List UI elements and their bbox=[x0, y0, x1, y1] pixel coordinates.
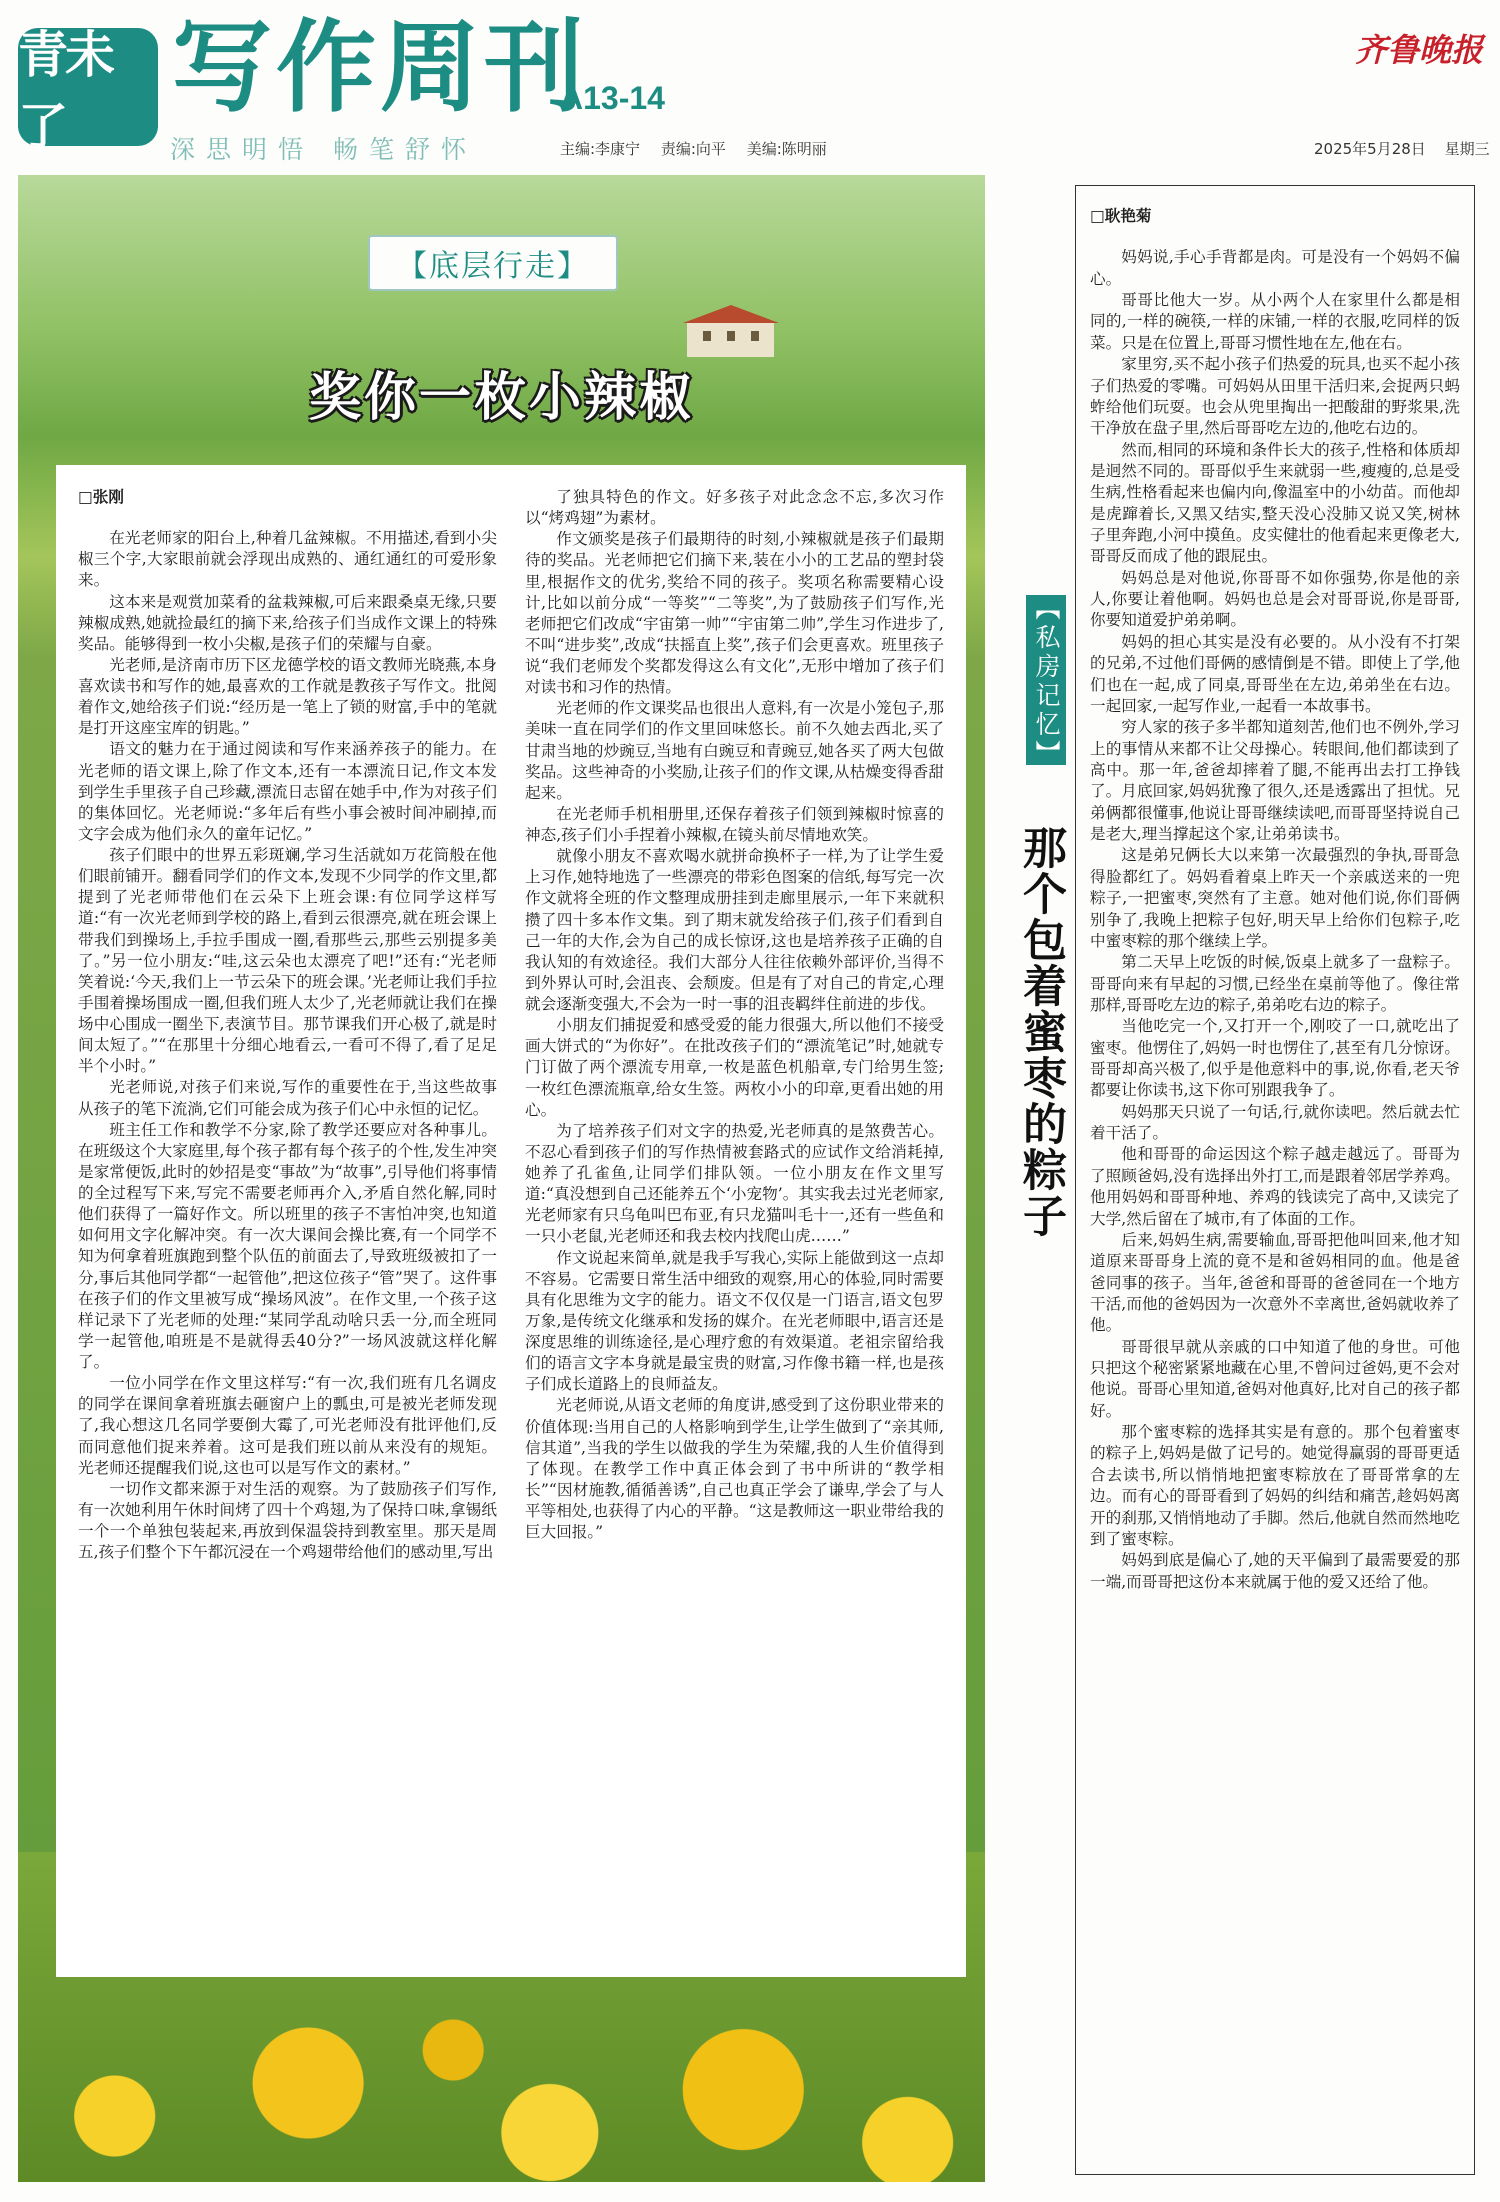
paragraph: 哥哥很早就从亲戚的口中知道了他的身世。可他只把这个秘密紧紧地藏在心里,不曾问过爸妈,更不会对他说。哥哥心里知道,爸妈对他真好,比对自己的孩子都好。 bbox=[1090, 1337, 1460, 1420]
side-headline: 那个包着蜜枣的粽子 bbox=[1015, 825, 1066, 1239]
side-story bbox=[1000, 175, 1482, 2182]
article-column-1 bbox=[78, 487, 497, 1955]
paragraph: 在光老师家的阳台上,种着几盆辣椒。不用描述,看到小尖椒三个字,大家眼前就会浮现出成熟的、通红通红的可爱形象来。 bbox=[78, 529, 497, 590]
paragraph: 小朋友们捕捉爱和感受爱的能力很强大,所以他们不接受画大饼式的“为你好”。在批改孩子们的“漂流笔记”时,她就专门订做了两个漂流专用章,一枚是蓝色机船章,专门给男生签;一枚红色漂流瓶章,给女生签。两枚小小的印章,更看出她的用心。 bbox=[525, 1016, 944, 1119]
paragraph: 妈妈到底是偏心了,她的天平偏到了最需要爱的那一端,而哥哥把这份本来就属于他的爱又还给了他。 bbox=[1090, 1551, 1460, 1591]
paragraph: 妈妈说,手心手背都是肉。可是没有一个妈妈不偏心。 bbox=[1090, 248, 1460, 288]
paragraph: 这本来是观赏加菜肴的盆栽辣椒,可后来跟桑桌无缘,只要辣椒成熟,她就捡最红的摘下来,给孩子们当成作文课上的特殊奖品。能够得到一枚小尖椒,是孩子们的荣耀与自豪。 bbox=[78, 592, 497, 653]
paragraph: 语文的魅力在于通过阅读和写作来涵养孩子的能力。在光老师的语文课上,除了作文本,还有一本漂流日记,作文本发到学生手里孩子自己珍藏,漂流日志留在她手中,作为对孩子们的集体回忆。光老师说:“多年后有些小事会被时间冲刷掉,而文字会成为他们永久的童年记忆。” bbox=[78, 740, 497, 843]
paragraph: 作文颁奖是孩子们最期待的时刻,小辣椒就是孩子们最期待的奖品。光老师把它们摘下来,装在小小的工艺品的塑封袋里,根据作文的优劣,奖给不同的孩子。奖项名称需要精心设计,比如以前分成“一等奖”“二等奖”,为了鼓励孩子们写作,光老师把它们改成“宇宙第一帅”“宇宙第二帅”,学生习作进步了,不叫“进步奖”,改成“扶摇直上奖”,孩子们会更喜欢。班里孩子说“我们老师发个奖都发得这么有文化”,无形中增加了孩子们对读书和习作的热情。 bbox=[525, 530, 944, 697]
masthead bbox=[0, 0, 1500, 165]
paragraph: 然而,相同的环境和条件长大的孩子,性格和体质却是迥然不同的。哥哥似乎生来就弱一些,瘦瘦的,总是受生病,性格看起来也偏内向,像温室中的小幼苗。而他却是虎蹿着长,又黑又结实,整天没心没肺又说又笑,树林子里奔跑,小河中摸鱼。皮实健壮的他看起来更像老大,哥哥反而成了他的跟屁虫。 bbox=[1090, 440, 1460, 566]
date: 2025年5月28日 bbox=[1314, 140, 1426, 158]
paragraph: 光老师说,从语文老师的角度讲,感受到了这份职业带来的价值体现:当用自己的人格影响到学生,让学生做到了“亲其师,信其道”,当我的学生以做我的学生为荣耀,我的人生价值得到了体现。在教学工作中真正体会到了书中所讲的“教学相长”“因材施教,循循善诱”,自己也真正学会了谦卑,学会了与人平等相处,也获得了内心的平静。“这是教师这一职业带给我的巨大回报。” bbox=[525, 1396, 944, 1542]
slogan: 深思明悟 畅笔舒怀 bbox=[170, 135, 477, 164]
paragraph: 班主任工作和教学不分家,除了教学还要应对各种事儿。在班级这个大家庭里,每个孩子都有每个孩子的个性,发生冲突是家常便饭,此时的妙招是变“事故”为“故事”,引导他们将事情的全过程写下来,写完不需要老师再介入,矛盾自然化解,同时他们获得了一篇好作文。所以班里的孩子不害怕冲突,也知道如何用文字化解冲突。有一次大课间会操比赛,有一个同学不知为何拿着班旗跑到整个队伍的前面去了,导致班级被扣了一分,事后其他同学都“一起管他”,把这位孩子“管”哭了。这件事在孩子们的作文里被写成“操场风波”。在作文里,一个孩子这样记录下了光老师的处理:“某同学乱动啥只丢一分,而全班同学一起管他,咱班是不是就得丢40分?”一场风波就这样化解了。 bbox=[78, 1120, 497, 1371]
newspaper-logo: 齐鲁晚报 bbox=[1355, 31, 1484, 69]
paragraph: 他和哥哥的命运因这个粽子越走越远了。哥哥为了照顾爸妈,没有选择出外打工,而是跟着邻居学养鸡。他用妈妈和哥哥种地、养鸡的钱读完了高中,又读完了大学,然后留在了城市,有了体面的工作。 bbox=[1090, 1145, 1460, 1228]
editor-credits bbox=[560, 138, 843, 159]
paragraph: 当他吃完一个,又打开一个,刚咬了一口,就吃出了蜜枣。他愣住了,妈妈一时也愣住了,甚至有几分惊讶。哥哥却高兴极了,似乎是他意料中的事,说,你看,老天爷都要让你读书,这下你可别跟我争了。 bbox=[1090, 1017, 1460, 1100]
headline: 奖你一枚小辣椒 bbox=[308, 368, 694, 428]
feature-article bbox=[18, 175, 985, 2182]
side-column-tag: 【私房记忆】 bbox=[1026, 595, 1066, 765]
logo bbox=[18, 25, 158, 156]
paragraph: 作文说起来简单,就是我手写我心,实际上能做到这一点却不容易。它需要日常生活中细致的观察,用心的体验,同时需要具有化思维为文字的能力。语文不仅仅是一门语言,语文包罗万象,是传统文化继承和发扬的媒介。在光老师眼中,语言还是深度思维的训练途径,是心理疗愈的有效渠道。老祖宗留给我们的语言文字本身就是最宝贵的财富,习作像书籍一样,也是孩子们成长道路上的良师益友。 bbox=[525, 1248, 944, 1394]
paragraph: 孩子们眼中的世界五彩斑斓,学习生活就如万花筒般在他们眼前铺开。翻看同学们的作文本,发现不少同学的作文里,都提到了光老师带他们在云朵下上班会课:有位同学这样写道:“有一次光老师到学校的路上,看到云很漂亮,就在班会课上带我们到操场上,手拉手围成一圈,看那些云,那些云别提多美了。”另一位小朋友:“哇,这云朵也太漂亮了吧!”还有:“光老师笑着说:‘今天,我们上一节云朵下的班会课。’光老师让我们手拉手围着操场围成一圈,但我们班人太少了,光老师就让我们在操场中心围成一圈坐下,表演节目。那节课我们开心极了,就是时间太短了。”“在那里十分细心地看云,一看可不得了,看了足足半个小时。” bbox=[78, 846, 497, 1076]
byline: □张刚 bbox=[78, 488, 124, 506]
article-body bbox=[56, 465, 966, 1977]
paragraph: 一位小同学在作文里这样写:“有一次,我们班有几名调皮的同学在课间拿着班旗去砸窗户上的瓢虫,可是被光老师发现了,我心想这几名同学要倒大霉了,可光老师没有批评他们,反而同意他们捉来养着。这可是我们班以前从来没有的规矩。光老师还提醒我们说,这也可以是写作文的素材。” bbox=[78, 1374, 497, 1477]
article-column-2 bbox=[525, 487, 944, 1955]
duty-editor: 责编:向平 bbox=[660, 140, 726, 158]
side-story-body bbox=[1090, 206, 1460, 2164]
paragraph: 光老师说,对孩子们来说,写作的重要性在于,当这些故事从孩子的笔下流淌,它们可能会成为孩子们心中永恒的记忆。 bbox=[78, 1078, 497, 1118]
paragraph: 家里穷,买不起小孩子们热爱的玩具,也买不起小孩子们热爱的零嘴。可妈妈从田里干活归来,会捉两只蚂蚱给他们玩耍。也会从兜里掏出一把酸甜的野浆果,洗干净放在盘子里,然后哥哥吃左边的,他吃右边的。 bbox=[1090, 355, 1460, 438]
side-byline: □耿艳菊 bbox=[1090, 207, 1152, 225]
paragraph: 后来,妈妈生病,需要输血,哥哥把他叫回来,他才知道原来哥哥身上流的竟不是和爸妈相同的血。他是爸爸同事的孩子。当年,爸爸和哥哥的爸爸同在一个地方干活,而他的爸妈因为一次意外不幸离世,爸妈就收养了他。 bbox=[1090, 1230, 1460, 1335]
logo-text: 青未了 bbox=[18, 25, 112, 156]
chief-editor: 主编:李康宁 bbox=[560, 140, 641, 158]
paragraph: 妈妈那天只说了一句话,行,就你读吧。然后就去忙着干活了。 bbox=[1090, 1102, 1460, 1143]
page-title: 写作周刊 bbox=[172, 9, 588, 126]
page-code: A13-14 bbox=[560, 80, 665, 116]
paragraph: 那个蜜枣粽的选择其实是有意的。那个包着蜜枣的粽子上,妈妈是做了记号的。她觉得赢弱的哥哥更适合去读书,所以悄悄地把蜜枣粽放在了哥哥常拿的左边。而有心的哥哥看到了妈妈的纠结和痛苦,趁妈妈离开的刹那,又悄悄地动了手脚。然后,他就自然而然地吃到了蜜枣粽。 bbox=[1090, 1423, 1460, 1548]
paragraph: 第二天早上吃饭的时候,饭桌上就多了一盘粽子。哥哥向来有早起的习惯,已经坐在桌前等他了。像往常那样,哥哥吃左边的粽子,弟弟吃右边的粽子。 bbox=[1090, 953, 1460, 1014]
paragraph: 为了培养孩子们对文字的热爱,光老师真的是煞费苦心。不忍心看到孩子们的写作热情被套路式的应试作文给消耗掉,她养了孔雀鱼,让同学们排队领。一位小朋友在作文里写道:“真没想到自己还能养五个‘小宠物’。其实我去过光老师家,光老师家有只乌龟叫巴布亚,有只龙猫叫毛十一,还有一些鱼和一只小老鼠,光老师还和我去校内找爬山虎……” bbox=[525, 1121, 944, 1246]
paragraph: 妈妈的担心其实是没有必要的。从小没有不打架的兄弟,不过他们哥俩的感情倒是不错。即使上了学,他们也在一起,成了同桌,哥哥坐在左边,弟弟坐在右边。一起回家,一起写作业,一起看一本故事书。 bbox=[1090, 632, 1460, 715]
paragraph: 光老师,是济南市历下区龙德学校的语文教师光晓燕,本身喜欢读书和写作的她,最喜欢的工作就是教孩子写作文。批阅着作文,她给孩子们说:“经历是一笔上了锁的财富,手中的笔就是打开这座宝库的钥匙。” bbox=[78, 655, 497, 738]
paragraph: 妈妈总是对他说,你哥哥不如你强势,你是他的亲人,你要让着他啊。妈妈也总是会对哥哥说,你是哥哥,你要知道爱护弟弟啊。 bbox=[1090, 568, 1460, 630]
art-editor: 美编:陈明丽 bbox=[746, 140, 827, 158]
side-story-box bbox=[1075, 185, 1475, 2175]
issue-date bbox=[1300, 138, 1490, 159]
paragraph: 穷人家的孩子多半都知道刻苦,他们也不例外,学习上的事情从来都不让父母操心。转眼间,他们都读到了高中。那一年,爸爸却摔着了腿,不能再出去打工挣钱了。月底回家,妈妈犹豫了很久,还是透露出了担忧。兄弟俩都很懂事,他说让哥哥继续读吧,而哥哥坚持说自己是老大,理当撑起这个家,让弟弟读书。 bbox=[1090, 718, 1460, 844]
paragraph: 一切作文都来源于对生活的观察。为了鼓励孩子们写作,有一次她利用午休时间烤了四十个鸡翅,为了保持口味,拿锡纸一个一个单独包装起来,再放到保温袋持到教室里。那天是周五,孩子们整个下午都沉浸在一个鸡翅带给他们的感动里,写出 bbox=[78, 1479, 497, 1562]
paragraph: 就像小朋友不喜欢喝水就拼命换杯子一样,为了让学生爱上习作,她特地选了一些漂亮的带彩色图案的信纸,每写完一次作文就将全班的作文整理成册挂到走廊里展示,一年下来就积攒了四十多本作文集。到了期末就发给孩子们,孩子们看到自己一年的大作,会为自己的成长惊讶,这也是培养孩子正确的自我认知的有效途径。我们大部分人往往依赖外部评价,当得不到外界认可时,会沮丧、会颓废。但是有了对自己的肯定,心理就会逐渐变强大,不会为一时一事的沮丧羁绊住前进的步伐。 bbox=[525, 847, 944, 1013]
paragraph: 这是弟兄俩长大以来第一次最强烈的争执,哥哥急得脸都红了。妈妈看着桌上昨天一个亲戚送来的一兜粽子,一把蜜枣,突然有了主意。她对他们说,你们哥俩别争了,我晚上把粽子包好,明天早上给你们包粽子,吃中蜜枣粽的那个继续上学。 bbox=[1090, 846, 1460, 950]
paragraph: 哥哥比他大一岁。从小两个人在家里什么都是相同的,一样的碗筷,一样的床铺,一样的衣服,吃同样的饭菜。只是在位置上,哥哥习惯性地在左,他在右。 bbox=[1090, 291, 1460, 352]
column-tag: 【底层行走】 bbox=[368, 235, 618, 291]
farmhouse-image bbox=[683, 305, 778, 357]
paragraph: 光老师的作文课奖品也很出人意料,有一次是小笼包子,那美味一直在同学们的作文里回味悠长。前不久她去西北,买了甘肃当地的炒豌豆,当地有白豌豆和青豌豆,她各买了两大包做奖品。这些神奇的小奖励,让孩子们的作文课,从枯燥变得香甜起来。 bbox=[525, 699, 944, 802]
paragraph: 了独具特色的作文。好多孩子对此念念不忘,多次习作以“烤鸡翅”为素材。 bbox=[525, 488, 944, 528]
paragraph: 在光老师手机相册里,还保存着孩子们领到辣椒时惊喜的神态,孩子们小手捏着小辣椒,在镜头前尽情地欢笑。 bbox=[525, 804, 944, 844]
weekday: 星期三 bbox=[1444, 140, 1490, 158]
